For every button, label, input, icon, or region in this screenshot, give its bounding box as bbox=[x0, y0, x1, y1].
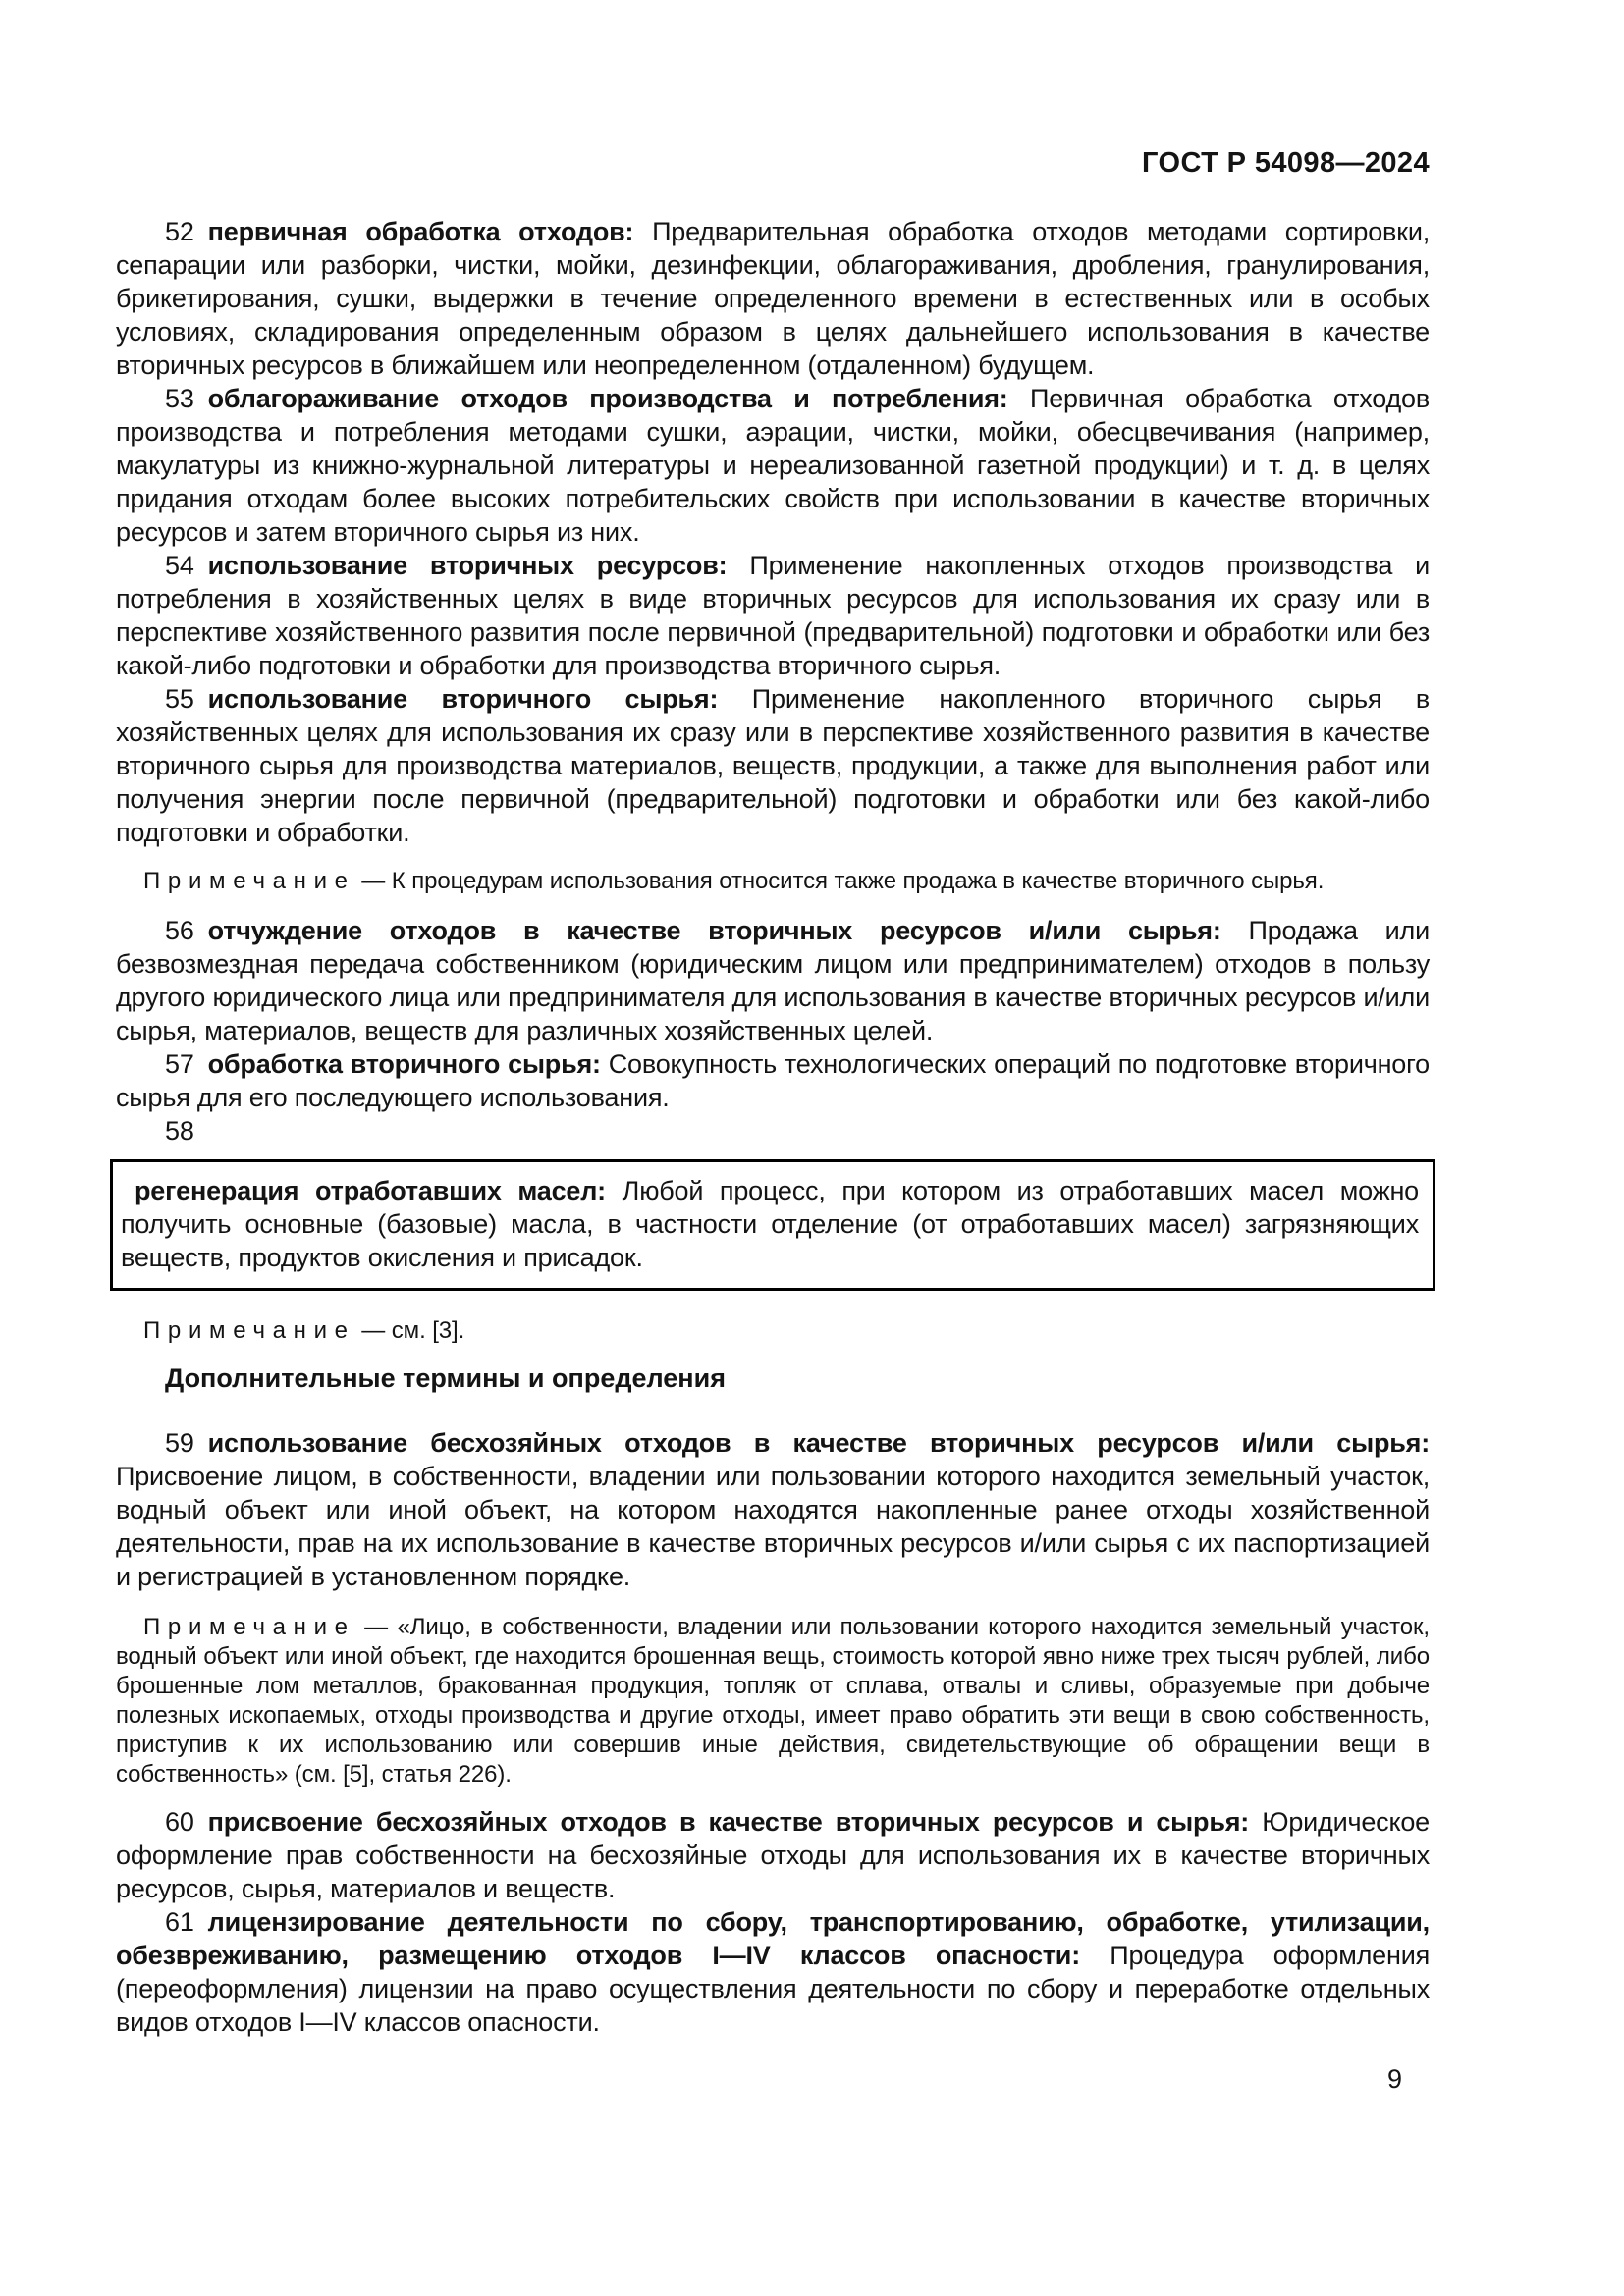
term-paragraph-58 bbox=[116, 1114, 1430, 1148]
term-number: 60 bbox=[165, 1807, 194, 1837]
term-number: 61 bbox=[165, 1907, 194, 1937]
note-text: — см. [3]. bbox=[361, 1317, 465, 1344]
term-paragraph-60 bbox=[116, 1805, 1430, 1905]
term-title: использование вторичного сырья: bbox=[207, 684, 719, 714]
term-number: 53 bbox=[165, 384, 194, 413]
note-text: — «Лицо, в собственности, владении или пользовании которого находится земельный участок, водный объект или иной объект, где находится брошенная вещь, стоимость которой явно ниже трех тысяч рублей, либо брошенные лом металлов, бракованная продукция, топляк от сплава, отвалы и сливы, образуемые при добыче полезных ископаемых, отходы производства и другие отходы, имеет право обратить эти вещи в свою собственность, приступив к их использованию или совершив иные действия, свидетельствующие об обращении вещи в собственность» (см. [5], статья 226). bbox=[116, 1614, 1430, 1788]
term-paragraph-56 bbox=[116, 914, 1430, 1047]
term-paragraph-55 bbox=[116, 682, 1430, 849]
note-label: Примечание bbox=[143, 1317, 355, 1344]
term-definition: Применение накопленных отходов производства и потребления в хозяйственных целях в виде вторичных ресурсов для использования их сразу или в перспективе хозяйственного развития после первичной (предварительной) подготовки и обработки или без какой-либо подготовки и обработки для производства вторичного сырья. bbox=[116, 551, 1430, 680]
page-number: 9 bbox=[1386, 2064, 1402, 2094]
note-after-55 bbox=[116, 867, 1430, 896]
term-title: использование вторичных ресурсов: bbox=[207, 551, 728, 580]
term-number: 59 bbox=[165, 1428, 194, 1458]
term-definition: Продажа или безвозмездная передача собственником (юридическим лицом или предпринимателем) отходов в пользу другого юридического лица или предпринимателя для использования в качестве вторичных ресурсов и/или сырья, материалов, веществ для различных хозяйственных целей. bbox=[116, 916, 1430, 1045]
term-definition: Любой процесс, при котором из отработавших масел можно получить основные (базовые) масла, в частности отделение (от отработавших масел) загрязняющих веществ, продуктов окисления и присадок. bbox=[121, 1176, 1419, 1272]
term-number: 56 bbox=[165, 916, 194, 945]
term-paragraph-61 bbox=[116, 1905, 1430, 2039]
term-paragraph-52 bbox=[116, 215, 1430, 382]
term-title: присвоение бесхозяйных отходов в качестве вторичных ресурсов и сырья: bbox=[207, 1807, 1250, 1837]
term-title: лицензирование деятельности по сбору, транспортированию, обработке, утилизации, обезвреживанию, размещению отходов I—IV классов опасности: bbox=[116, 1907, 1430, 1970]
term-paragraph-53 bbox=[116, 382, 1430, 549]
term-definition: Совокупность технологических операций по подготовке вторичного сырья для его последующего использования. bbox=[116, 1049, 1430, 1112]
term-paragraph-57 bbox=[116, 1047, 1430, 1114]
running-header: ГОСТ Р 54098—2024 bbox=[1142, 147, 1430, 179]
note-text: — К процедурам использования относится также продажа в качестве вторичного сырья. bbox=[361, 868, 1325, 894]
term-title: отчуждение отходов в качестве вторичных ресурсов и/или сырья: bbox=[207, 916, 1221, 945]
term-paragraph-59 bbox=[116, 1426, 1430, 1593]
term-number: 57 bbox=[165, 1049, 194, 1079]
term-paragraph-54 bbox=[116, 549, 1430, 682]
term-title: облагораживание отходов производства и потребления: bbox=[207, 384, 1008, 413]
term-title: регенерация отработавших масел: bbox=[135, 1176, 606, 1205]
note-label: Примечание bbox=[143, 1614, 355, 1640]
term-definition: Применение накопленного вторичного сырья в хозяйственных целях для использования их сразу или в перспективе хозяйственного развития в качестве вторичного сырья для производства материалов, веществ, продукции, а также для выполнения работ или получения энергии после первичной (предварительной) подготовки и обработки или без какой-либо подготовки и обработки. bbox=[116, 684, 1430, 847]
term-number: 58 bbox=[165, 1116, 194, 1146]
term-number: 55 bbox=[165, 684, 194, 714]
note-label: Примечание bbox=[143, 868, 355, 894]
term-definition: Присвоение лицом, в собственности, владении или пользовании которого находится земельный участок, водный объект или иной объект, на котором находятся накопленные ранее отходы хозяйственной деятельности, прав на их использование в качестве вторичных ресурсов и/или сырья с их паспортизацией и регистрацией в установленном порядке. bbox=[116, 1462, 1430, 1591]
document-body bbox=[116, 215, 1430, 2095]
term-definition: Предварительная обработка отходов методами сортировки, сепарации или разборки, чистки, мойки, дезинфекции, облагораживания, дробления, гранулирования, брикетирования, сушки, выдержки в течение определенного времени в естественных или в особых условиях, складирования определенным образом в целях дальнейшего использования в качестве вторичных ресурсов в ближайшем или неопределенном (отдаленном) будущем. bbox=[116, 217, 1431, 380]
term-title: первичная обработка отходов: bbox=[207, 217, 634, 246]
term-number: 52 bbox=[165, 217, 194, 246]
term-number: 54 bbox=[165, 551, 194, 580]
term-definition: Процедура оформления (переоформления) лицензии на право осуществления деятельности по сбору и переработке отдельных видов отходов I—IV классов опасности. bbox=[116, 1941, 1430, 2037]
boxed-definition bbox=[110, 1159, 1435, 1291]
term-definition: Юридическое оформление прав собственности на бесхозяйные отходы для использования их в качестве вторичных ресурсов, сырья, материалов и веществ. bbox=[116, 1807, 1430, 1903]
term-definition: Первичная обработка отходов производства и потребления методами сушки, аэрации, чистки, мойки, обесцвечивания (например, макулатуры из книжно-журнальной литературы и нереализованной газетной продукции) и т. д. в целях придания отходам более высоких потребительских свойств при использовании в качестве вторичных ресурсов и затем вторичного сырья из них. bbox=[116, 384, 1430, 547]
text-column bbox=[116, 0, 1430, 2095]
boxed-definition-paragraph bbox=[121, 1174, 1419, 1274]
note-after-box bbox=[116, 1316, 1430, 1346]
term-title: обработка вторичного сырья: bbox=[207, 1049, 601, 1079]
term-title: использование бесхозяйных отходов в качестве вторичных ресурсов и/или сырья: bbox=[207, 1428, 1430, 1458]
note-after-59 bbox=[116, 1613, 1430, 1789]
subheading-additional-terms: Дополнительные термины и определения bbox=[165, 1363, 726, 1393]
